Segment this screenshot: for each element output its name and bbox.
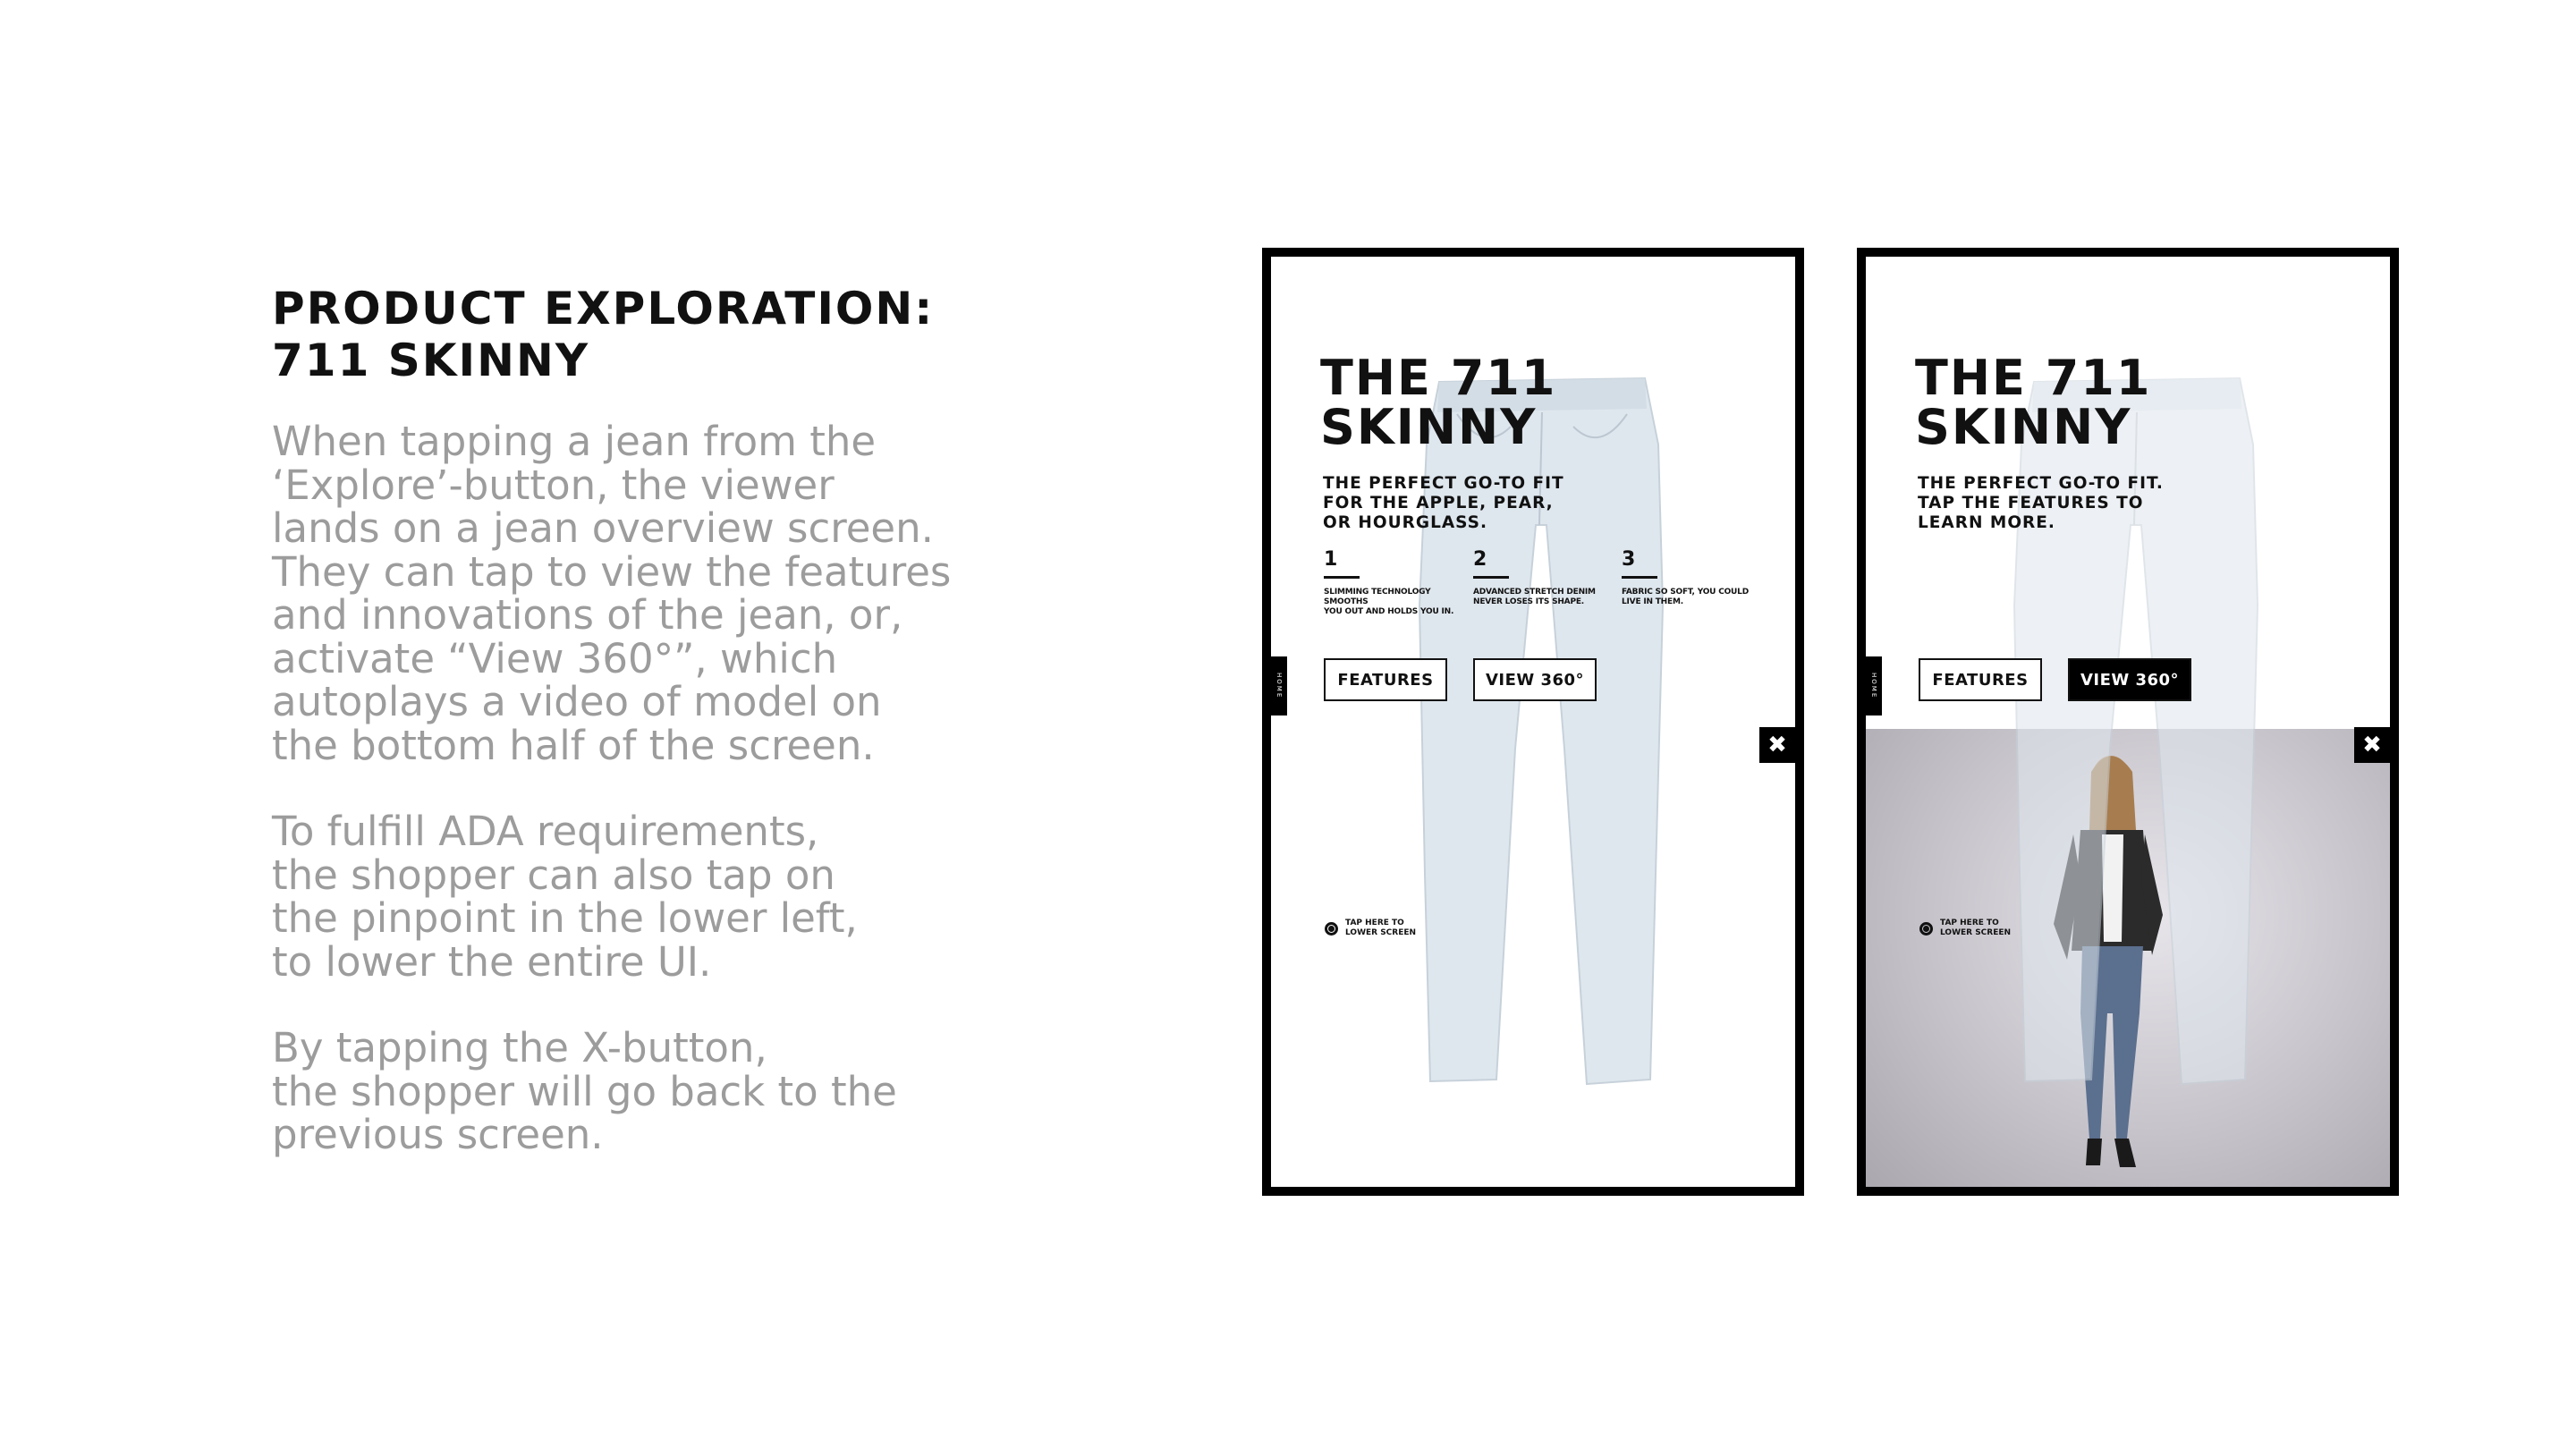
home-side-tab[interactable] <box>1866 656 1882 716</box>
feature-rule <box>1622 576 1657 579</box>
product-subtitle: THE PERFECT GO-TO FIT FOR THE APPLE, PEAR, OR HOURGLASS. <box>1323 474 1564 532</box>
close-icon[interactable]: ✖ <box>1759 727 1795 763</box>
close-icon[interactable]: ✖ <box>2354 727 2390 763</box>
lower-screen-label: TAP HERE TO LOWER SCREEN <box>1345 919 1417 937</box>
pinpoint-icon <box>1919 922 1933 936</box>
feature-rule <box>1473 576 1509 579</box>
description-panel <box>272 283 1041 1157</box>
screen-view-360 <box>1857 248 2399 1196</box>
feature-number: 2 <box>1473 548 1487 571</box>
lower-screen-label: TAP HERE TO LOWER SCREEN <box>1940 919 2012 937</box>
product-title: THE 711 SKINNY <box>1915 350 2152 455</box>
lower-screen-button[interactable] <box>1919 919 2011 938</box>
product-title: THE 711 SKINNY <box>1320 350 1557 455</box>
feature-number: 1 <box>1324 548 1338 571</box>
feature-description: SLIMMING TECHNOLOGY SMOOTHS YOU OUT AND HOLDS YOU IN. <box>1324 588 1454 616</box>
view-360-button[interactable]: VIEW 360° <box>1473 658 1597 701</box>
feature-description: FABRIC SO SOFT, YOU COULD LIVE IN THEM. <box>1622 588 1749 606</box>
feature-item[interactable] <box>1473 549 1625 607</box>
side-tab-label: HOME <box>1275 673 1283 699</box>
view-360-button[interactable]: VIEW 360° <box>2068 658 2191 701</box>
features-button[interactable]: FEATURES <box>1324 658 1447 701</box>
feature-item[interactable] <box>1324 549 1476 617</box>
screen-overview <box>1262 248 1804 1196</box>
lower-screen-button[interactable] <box>1325 919 1416 938</box>
feature-description: ADVANCED STRETCH DENIM NEVER LOSES ITS SHAPE. <box>1473 588 1596 606</box>
features-button[interactable]: FEATURES <box>1919 658 2042 701</box>
description-paragraph-1: When tapping a jean from the ‘Explore’-button, the viewer lands on a jean overview screen. They can tap to view the features and innovations of the jean, or, activate “View 360°”, which autoplays a video of model on the bottom half of the screen. <box>272 418 952 769</box>
description-paragraph-2: To fulfill ADA requirements, the shopper can also tap on the pinpoint in the lower left, to lower the entire UI. <box>272 808 858 986</box>
description-paragraph-3: By tapping the X-button, the shopper will go back to the previous screen. <box>272 1024 897 1158</box>
home-side-tab[interactable] <box>1271 656 1287 716</box>
feature-number: 3 <box>1622 548 1636 571</box>
side-tab-label: HOME <box>1870 673 1877 699</box>
product-subtitle: THE PERFECT GO-TO FIT. TAP THE FEATURES TO LEARN MORE. <box>1918 474 2164 532</box>
feature-item[interactable] <box>1622 549 1774 607</box>
page-heading: PRODUCT EXPLORATION: 711 SKINNY <box>272 283 935 386</box>
feature-rule <box>1324 576 1360 579</box>
pinpoint-icon <box>1325 922 1338 936</box>
